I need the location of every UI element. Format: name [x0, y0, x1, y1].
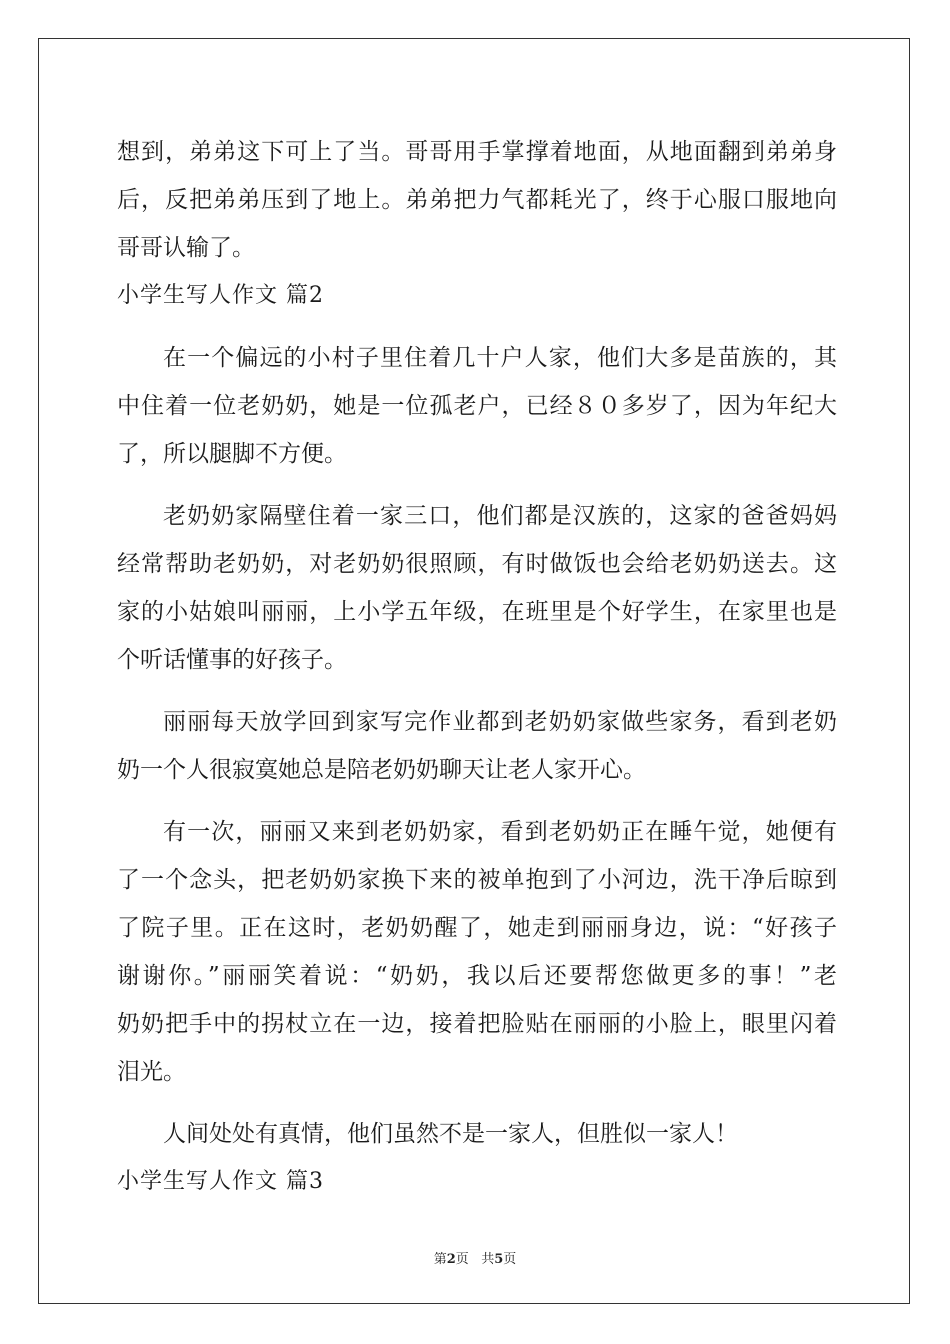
text-line: 了院子里。正在这时，老奶奶醒了，她走到丽丽身边，说：“好孩子	[117, 915, 837, 941]
text-line: 中住着一位老奶奶，她是一位孤老户，已经８０多岁了，因为年纪大	[117, 393, 837, 419]
text-line: 经常帮助老奶奶，对老奶奶很照顾，有时做饭也会给老奶奶送去。这	[117, 551, 837, 577]
text-line: 奶奶把手中的拐杖立在一边，接着把脸贴在丽丽的小脸上，眼里闪着	[117, 1011, 837, 1037]
text-line: 哥哥认输了。	[117, 235, 255, 261]
text-line: 想到，弟弟这下可上了当。哥哥用手掌撑着地面，从地面翻到弟弟身	[117, 139, 837, 165]
document-body	[117, 128, 837, 1206]
paragraph-1	[117, 334, 837, 478]
text-line: 泪光。	[117, 1059, 186, 1085]
text-line: 后，反把弟弟压到了地上。弟弟把力气都耗光了，终于心服口服地向	[117, 187, 837, 213]
text-line: 了，所以腿脚不方便。	[117, 441, 347, 467]
text-line: 家的小姑娘叫丽丽，上小学五年级，在班里是个好学生，在家里也是	[117, 599, 837, 625]
text-line: 了一个念头，把老奶奶家换下来的被单抱到了小河边，洗干净后晾到	[117, 867, 837, 893]
total-prefix: 共	[481, 1252, 495, 1267]
text-line: 老奶奶家隔壁住着一家三口，他们都是汉族的，这家的爸爸妈妈	[163, 503, 837, 529]
page-footer	[0, 1248, 950, 1267]
section-heading-3: 小学生写人作文 篇3	[117, 1169, 324, 1194]
paragraph-continued	[117, 128, 837, 272]
text-line: 个听话懂事的好孩子。	[117, 647, 347, 673]
text-line: 有一次，丽丽又来到老奶奶家，看到老奶奶正在睡午觉，她便有	[163, 819, 837, 845]
total-suffix: 页	[503, 1252, 517, 1267]
text-line: 人间处处有真情，他们虽然不是一家人，但胜似一家人！	[163, 1121, 738, 1147]
paragraph-4	[117, 808, 837, 1096]
text-line: 在一个偏远的小村子里住着几十户人家，他们大多是苗族的，其	[163, 345, 837, 371]
text-line: 谢谢你。”丽丽笑着说：“奶奶，我以后还要帮您做更多的事！”老	[117, 963, 837, 989]
paragraph-5	[117, 1110, 837, 1158]
text-line: 奶一个人很寂寞她总是陪老奶奶聊天让老人家开心。	[117, 757, 646, 783]
paragraph-3	[117, 698, 837, 794]
paragraph-2	[117, 492, 837, 684]
page-number: 2	[446, 1252, 456, 1267]
total-pages: 5	[494, 1252, 504, 1267]
page-prefix: 第	[433, 1252, 447, 1267]
section-heading-2: 小学生写人作文 篇2	[117, 283, 324, 308]
text-line: 丽丽每天放学回到家写完作业都到老奶奶家做些家务，看到老奶	[163, 709, 837, 735]
page-suffix: 页	[455, 1252, 469, 1267]
